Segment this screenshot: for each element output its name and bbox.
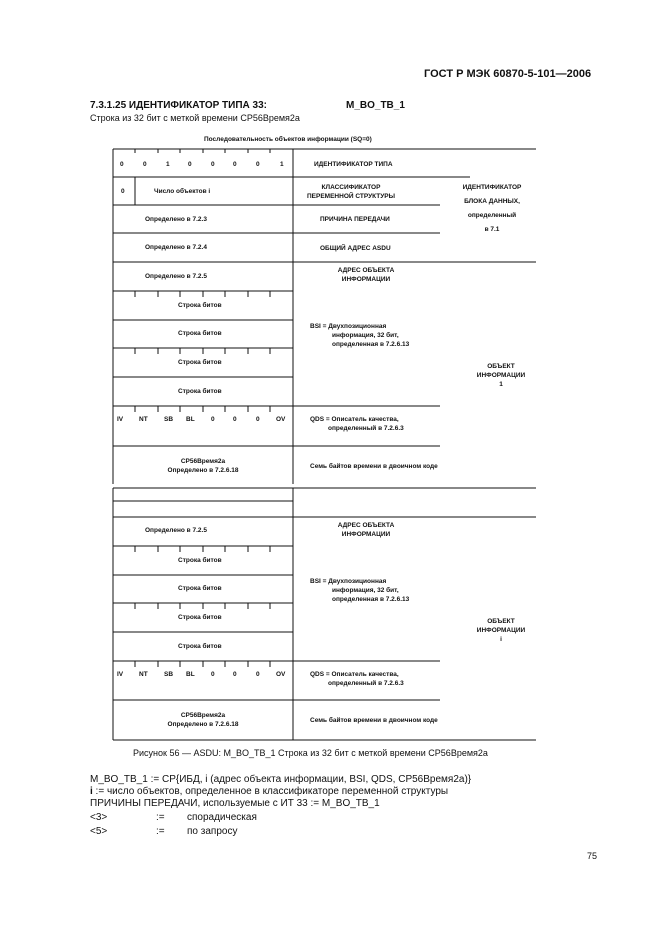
id-bit: 1 xyxy=(166,161,170,168)
bitstring-cell: Строка битов xyxy=(178,557,222,564)
type-code: M_BO_TB_1 xyxy=(346,100,405,111)
formula: M_BO_TB_1 := CP{ИБД, i (адрес объекта информации, BSI, QDS, CP56Время2а)} xyxy=(90,774,472,785)
figure-top-label: Последовательность объектов информации (SQ=0) xyxy=(204,136,372,143)
sq-bit: 0 xyxy=(121,188,125,195)
qds-bit: OV xyxy=(276,416,286,423)
i-definition-text: := число объектов, определенное в классификаторе переменной структуры xyxy=(92,786,449,797)
standard-header: ГОСТ Р МЭК 60870-5-101—2006 xyxy=(424,68,592,80)
section-subtitle: Строка из 32 бит с меткой времени CP56Время2а xyxy=(90,113,300,123)
i-definition xyxy=(90,786,448,797)
object-i-label: ОБЪЕКТ ИНФОРМАЦИИ i xyxy=(476,618,526,643)
type-id-label: ИДЕНТИФИКАТОР ТИПА xyxy=(314,161,393,168)
cause-code: <5> xyxy=(90,826,108,837)
bitstring-cell: Строка битов xyxy=(178,330,222,337)
figure-caption: Рисунок 56 — ASDU: M_BO_TB_1 Строка из 32 бит с меткой времени CP56Время2а xyxy=(133,748,488,758)
bitstring-cell: Строка битов xyxy=(178,302,222,309)
qds-bit: 0 xyxy=(233,416,237,423)
id-bit: 0 xyxy=(188,161,192,168)
id-bit: 0 xyxy=(120,161,124,168)
object-count: Число объектов i xyxy=(154,188,211,195)
bitstring-cell: Строка битов xyxy=(178,643,222,650)
qds-bit: 0 xyxy=(256,671,260,678)
qds-bit: SB xyxy=(164,671,174,678)
time-cell: CP56Время2а Определено в 7.2.6.18 xyxy=(167,712,239,728)
qds-bit: 0 xyxy=(233,671,237,678)
vsq-label: КЛАССИФИКАТОР ПЕРЕМЕННОЙ СТРУКТУРЫ xyxy=(307,184,395,200)
cot-intro: ПРИЧИНЫ ПЕРЕДАЧИ, используемые с ИТ 33 := M_BO_TB_1 xyxy=(90,798,380,809)
cot-label: ПРИЧИНА ПЕРЕДАЧИ xyxy=(320,216,390,223)
id-bit: 0 xyxy=(143,161,147,168)
i-symbol: i xyxy=(90,786,93,797)
qds-bit: BL xyxy=(186,416,195,423)
qds-bit: NT xyxy=(139,416,148,423)
id-bit: 0 xyxy=(233,161,237,168)
cause-assign: := xyxy=(156,826,165,837)
id-bit: 1 xyxy=(280,161,284,168)
qds-bit: 0 xyxy=(211,416,215,423)
qds-bit: 0 xyxy=(256,416,260,423)
id-bit: 0 xyxy=(211,161,215,168)
object-address-label: АДРЕС ОБЪЕКТА ИНФОРМАЦИИ xyxy=(337,522,395,538)
object-address-label: АДРЕС ОБЪЕКТА ИНФОРМАЦИИ xyxy=(337,267,395,283)
qds-label: QDS = Описатель качества, определенный в 7.2.6.3 xyxy=(310,671,404,687)
qds-label: QDS = Описатель качества, определенный в 7.2.6.3 xyxy=(310,416,404,432)
bitstring-cell: Строка битов xyxy=(178,614,222,621)
cause-code: <3> xyxy=(90,812,108,823)
bitstring-cell: Строка битов xyxy=(178,388,222,395)
bsi-label: BSI = Двухпозиционная информация, 32 бит, определенная в 7.2.6.13 xyxy=(310,578,410,603)
page-number: 75 xyxy=(587,851,598,861)
bsi-label: BSI = Двухпозиционная информация, 32 бит, определенная в 7.2.6.13 xyxy=(310,323,410,348)
qds-bit: OV xyxy=(276,671,286,678)
section-title: 7.3.1.25 ИДЕНТИФИКАТОР ТИПА 33: xyxy=(90,100,267,111)
qds-bit: SB xyxy=(164,416,174,423)
time-label: Семь байтов времени в двоичном коде xyxy=(310,717,438,724)
id-bit: 0 xyxy=(256,161,260,168)
object-1-label: ОБЪЕКТ ИНФОРМАЦИИ 1 xyxy=(476,363,526,388)
cause-text: по запросу xyxy=(187,826,238,837)
qds-bit: BL xyxy=(186,671,195,678)
asdu-address-label: ОБЩИЙ АДРЕС ASDU xyxy=(320,245,391,252)
cause-text: спорадическая xyxy=(187,812,257,823)
object-address-cell: Определено в 7.2.5 xyxy=(145,527,207,534)
cot-cell: Определено в 7.2.3 xyxy=(145,216,207,223)
qds-bit: NT xyxy=(139,671,148,678)
qds-bit: IV xyxy=(117,416,124,423)
time-label: Семь байтов времени в двоичном коде xyxy=(310,463,438,470)
data-unit-id-label: ИДЕНТИФИКАТОР БЛОКА ДАННЫХ, определенный в 7.1 xyxy=(462,184,522,233)
cause-assign: := xyxy=(156,812,165,823)
asdu-address-cell: Определено в 7.2.4 xyxy=(145,244,207,251)
qds-bit: IV xyxy=(117,671,124,678)
time-cell: CP56Время2а Определено в 7.2.6.18 xyxy=(167,458,239,474)
qds-bit: 0 xyxy=(211,671,215,678)
bitstring-cell: Строка битов xyxy=(178,359,222,366)
object-address-cell: Определено в 7.2.5 xyxy=(145,273,207,280)
bitstring-cell: Строка битов xyxy=(178,585,222,592)
